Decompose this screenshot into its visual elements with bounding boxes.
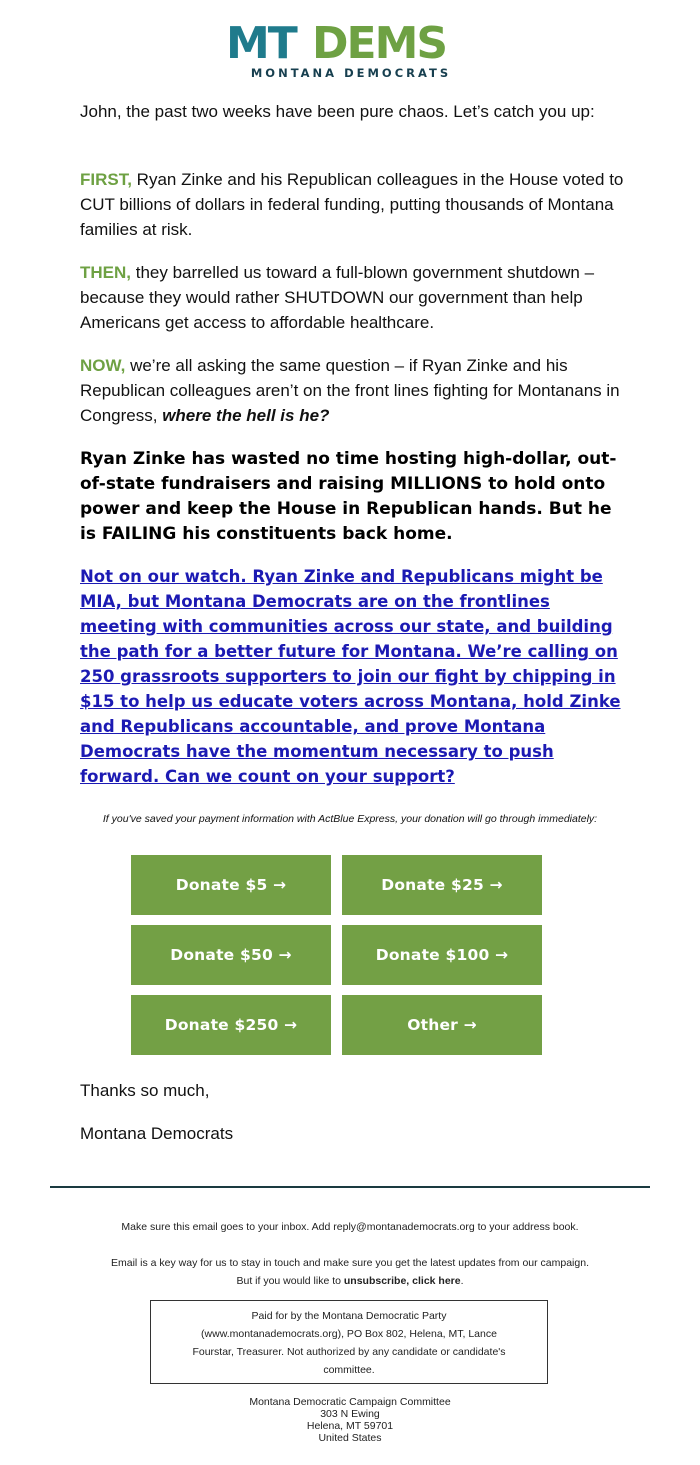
zinke-paragraph: Ryan Zinke has wasted no time hosting high-dollar, out-of-state fundraisers and raising MILLIONS to hold onto power and keep the House in Republican hands. But he is FAILING his constituents back home.: [80, 449, 617, 544]
actblue-express-note: If you've saved your payment information with ActBlue Express, your donation will go through immediately:: [102, 813, 598, 825]
now-paragraph: [80, 353, 625, 428]
donate-cta-link[interactable]: Not on our watch. Ryan Zinke and Republicans might be MIA, but Montana Democrats are on the frontlines meeting with communities across our state, and building the path for a better future for Montana. We’re calling on 250 grassroots supporters to join our fight by chipping in $15 to help us educate voters across Montana, hold Zinke and Republicans accountable, and prove Montana Democrats have the momentum necessary to push forward. Can we count on your support?: [80, 567, 621, 786]
address-city: Helena, MT 59701: [306, 1420, 394, 1432]
now-lead: NOW,: [80, 356, 126, 375]
first-lead: FIRST,: [80, 170, 132, 189]
thanks-text: Thanks so much,: [80, 1081, 210, 1100]
logo-mt: MT: [226, 18, 296, 69]
donate-5-button[interactable]: Donate $5 →: [131, 855, 331, 915]
then-paragraph: [80, 260, 625, 335]
stay-in-touch-note: Email is a key way for us to stay in touch and make sure you get the latest updates from our campaign.: [111, 1257, 589, 1269]
donate-25-button[interactable]: Donate $25 →: [342, 855, 542, 915]
mailing-address: [0, 1396, 700, 1444]
unsubscribe-line: [0, 1272, 700, 1290]
now-emphasis: where the hell is he?: [162, 406, 330, 425]
logo-dems: DEMS: [312, 18, 447, 69]
now-text: we’re all asking the same question – if Ryan Zinke and his Republican colleagues aren’t on the front lines fighting for Montanans in Congress,: [80, 356, 620, 425]
donate-50-button[interactable]: Donate $50 →: [131, 925, 331, 985]
first-paragraph: [80, 167, 625, 242]
mtdems-logo: [226, 18, 476, 80]
footer-divider: [50, 1186, 650, 1188]
unsubscribe-link[interactable]: unsubscribe, click here: [343, 1275, 461, 1287]
address-org: Montana Democratic Campaign Committee: [249, 1396, 451, 1408]
unsubscribe-suffix: .: [460, 1275, 464, 1287]
donate-250-button[interactable]: Donate $250 →: [131, 995, 331, 1055]
donate-other-button[interactable]: Other →: [342, 995, 542, 1055]
intro-paragraph: John, the past two weeks have been pure chaos. Let’s catch you up:: [80, 102, 595, 121]
paid-for-disclaimer: Paid for by the Montana Democratic Party (www.montanademocrats.org), PO Box 802, Helena, MT, Lance Fourstar, Treasurer. Not authorized by any candidate or candidate's committee.: [150, 1300, 548, 1384]
donate-100-button[interactable]: Donate $100 →: [342, 925, 542, 985]
then-lead: THEN,: [80, 263, 131, 282]
first-text: Ryan Zinke and his Republican colleagues in the House voted to CUT billions of dollars in federal funding, putting thousands of Montana families at risk.: [80, 170, 624, 239]
then-text: they barrelled us toward a full-blown government shutdown – because they would rather SHUTDOWN our government than help Americans get access to affordable healthcare.: [80, 263, 595, 332]
address-country: United States: [318, 1432, 382, 1444]
address-street: 303 N Ewing: [320, 1408, 380, 1420]
unsubscribe-prefix: But if you would like to: [236, 1275, 344, 1287]
logo-subtitle: MONTANA DEMOCRATS: [250, 66, 452, 80]
signature-text: Montana Democrats: [80, 1124, 234, 1143]
inbox-note: Make sure this email goes to your inbox. Add reply@montanademocrats.org to your address book.: [121, 1221, 579, 1233]
